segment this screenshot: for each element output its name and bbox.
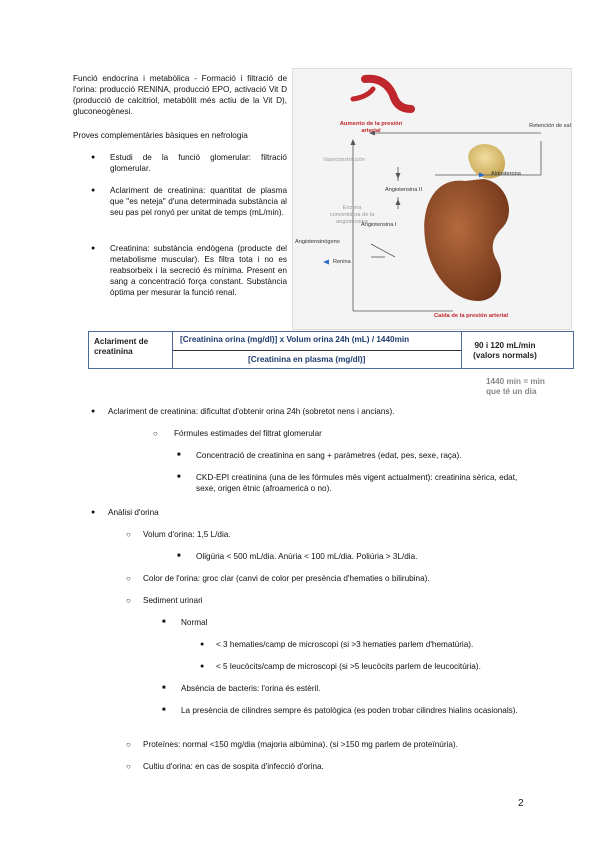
left-bullet-2: Aclariment de creatinina: quantitat de plasma que "es neteja" d'una determinada substància al seu pas pel ronyó per unitat de temps (mL/min). [110, 186, 287, 217]
fig-label-retencion: Retención de sal [529, 123, 571, 129]
bullet-circle: ○ [153, 429, 158, 438]
bullet-dot: ● [91, 187, 96, 194]
list-item-5: Anàlisi d'orina [108, 508, 159, 517]
bullet-dot: ● [91, 245, 96, 252]
formula-normal-values: 90 i 120 mL/min (valors normals) [473, 341, 537, 360]
list-item-6: Volum d'orina: 1,5 L/dia. [143, 530, 231, 539]
figure-drawing [293, 69, 573, 331]
kidney-shape [424, 179, 509, 301]
list-item-2: Fórmules estimades del filtrat glomerular [174, 429, 322, 438]
bullet-dot: ● [200, 663, 205, 670]
bullet-square: ■ [177, 474, 181, 480]
artery-shape [365, 79, 411, 109]
bullet-circle: ○ [126, 596, 131, 605]
bullet-dot: ● [91, 154, 96, 161]
list-item-4: CKD-EPI creatinina (una de les fórmules més vigent actualment): creatinina sèrica, edat, sexe, origen ètnic (afroamericà o no). [196, 473, 518, 493]
formula-table [88, 331, 574, 397]
list-item-12: < 5 leucòcits/camp de microscopi (si >5 leucòcits parlem de leucocitúria). [216, 662, 481, 671]
fig-label-aldosterona: Aldosterona [491, 171, 521, 177]
bullet-circle: ○ [126, 740, 131, 749]
formula-note: 1440 min = min que té un dia [486, 377, 545, 396]
fraction-line [173, 350, 461, 351]
left-bullet-3: Creatinina: substància endògena (producte del metabolisme muscular). Es filtra tota i no es reabsorbeix i la secreció és mínima. Present en sang a concentració força constant. Substància òptima per mesurar la funció renal. [110, 244, 287, 297]
list-item-10: Normal [181, 618, 208, 627]
bullet-dot: ● [91, 509, 96, 516]
fig-label-caida: Caída de la presión arterial [433, 313, 509, 319]
formula-label: Aclariment de creatinina [94, 337, 149, 356]
fig-label-vasoconstriccion: Vasoconstricción [323, 157, 365, 163]
fig-label-enzima: Enzima convertidora de la angiotensina [329, 205, 375, 225]
fig-label-angiotensina-ii: Angiotensina II [385, 187, 423, 193]
renina-arrow [323, 260, 329, 265]
list-item-9: Sediment urinari [143, 596, 203, 605]
list-item-16: Cultiu d'orina: en cas de sospita d'infecció d'orina. [143, 762, 324, 771]
fig-label-angiotensina-i: Angiotensina I [361, 222, 397, 228]
bullet-square: ■ [162, 685, 166, 691]
bullet-square: ■ [177, 452, 181, 458]
fig-label-aumento: Aumento de la presión arterial [339, 121, 403, 134]
bullet-circle: ○ [126, 530, 131, 539]
fig-label-renina: Renina [333, 259, 351, 265]
bullet-circle: ○ [126, 762, 131, 771]
list-item-3: Concentració de creatinina en sang + paràmetres (edat, pes, sexe, raça). [196, 451, 462, 460]
list-item-1: Aclariment de creatinina: dificultat d'obtenir orina 24h (sobretot nens i ancians). [108, 407, 395, 416]
intro-paragraph: Funció endocrina i metabòlica - Formació i filtració de l'orina: producció RENINA, producció EPO, activació Vit D (producció de calcitriol, metabòlit més actiu de la Vit D), gluconeogènesi. [73, 74, 287, 116]
formula-numerator: [Creatinina orina (mg/dl)] x Volum orina 24h (mL) / 1440min [180, 335, 410, 344]
bullet-square: ■ [162, 619, 166, 625]
list-item-13: Absència de bacteris: l'orina és estèril. [181, 684, 321, 693]
tests-heading: Proves complementàries bàsiques en nefrologia [73, 131, 248, 140]
artery-branch [353, 89, 373, 99]
bullet-dot: ● [91, 408, 96, 415]
list-item-15: Proteïnes: normal <150 mg/dia (majoria albúmina). (si >150 mg parlem de proteïnúria). [143, 740, 458, 749]
left-bullet-1: Estudi de la funció glomerular: filtració glomerular. [110, 153, 287, 173]
page-number: 2 [518, 798, 524, 809]
fig-label-angiotensinogeno: Angiotensinógeno [295, 239, 340, 245]
bullet-square: ■ [162, 707, 166, 713]
formula-denominator: [Creatinina en plasma (mg/dl)] [248, 355, 366, 364]
bullet-square: ■ [177, 553, 181, 559]
list-item-7: Oligúria < 500 mL/dia. Anúria < 100 mL/dia. Poliúria > 3L/dia. [196, 552, 418, 561]
bullet-dot: ● [200, 641, 205, 648]
bullet-circle: ○ [126, 574, 131, 583]
renin-angiotensin-figure [292, 68, 572, 330]
list-item-11: < 3 hematies/camp de microscopi (si >3 hematies parlem d'hematúria). [216, 640, 474, 649]
list-item-8: Color de l'orina: groc clar (canvi de color per presència d'hematies o bilirubina). [143, 574, 430, 583]
list-item-14: La presència de cilindres sempre és patològica (es poden trobar cilindres hialins ocasionals). [181, 706, 518, 715]
